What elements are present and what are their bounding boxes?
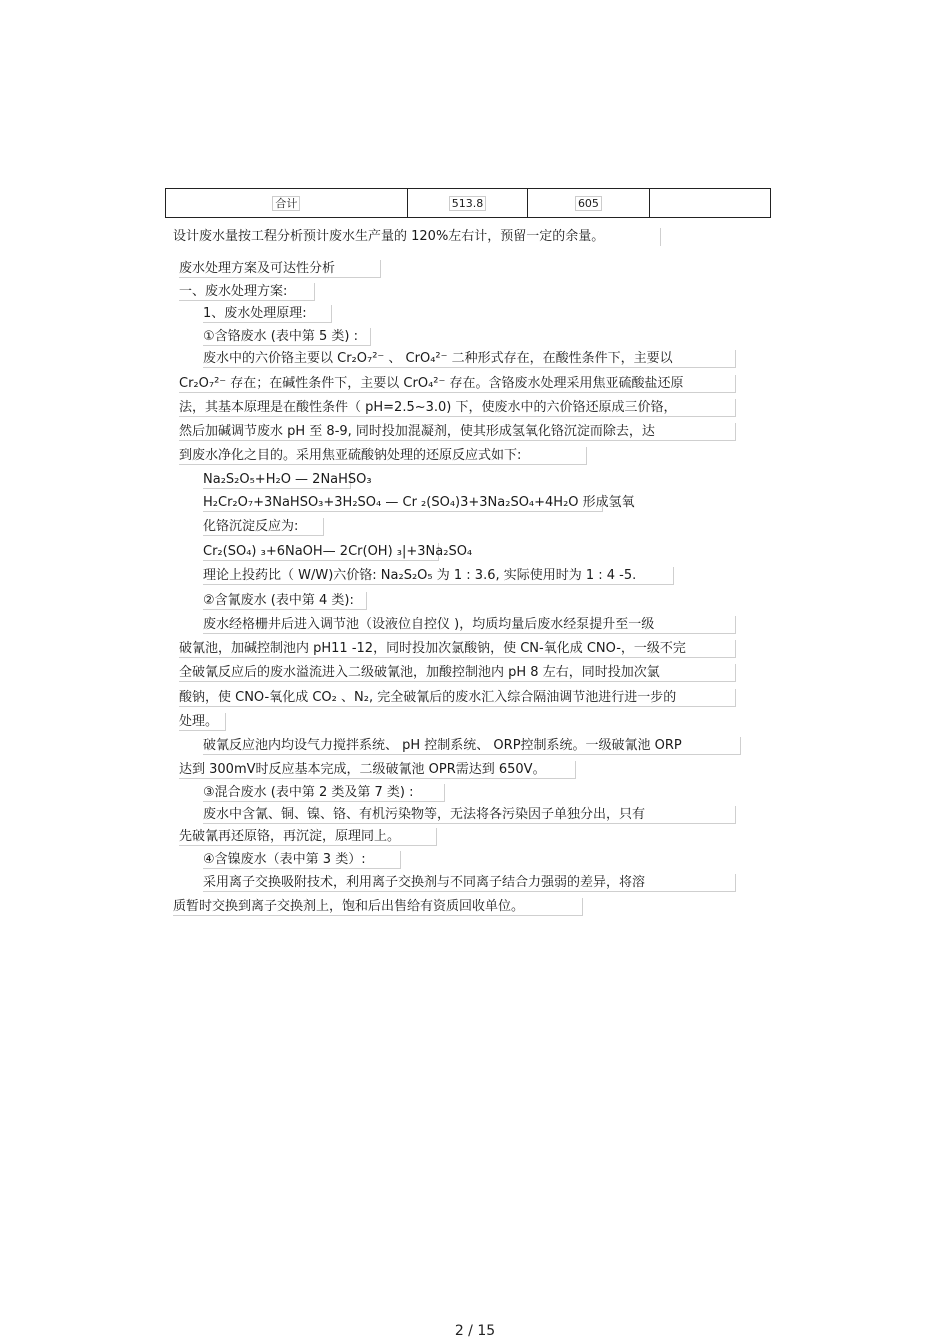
cyanide-heading: ②含氰废水 (表中第 4 类): — [203, 592, 367, 610]
section-heading: 废水处理方案及可达性分析 — [179, 260, 381, 278]
table-cell-value1 — [407, 189, 528, 218]
paragraph-line: 破氰反应池内均设气力搅拌系统、 pH 控制系统、 ORP控制系统。一级破氰池 ORP — [203, 737, 741, 755]
mixed-heading: ③混合废水 (表中第 2 类及第 7 类) : — [203, 784, 445, 802]
value1-text: 513.8 — [449, 196, 487, 211]
table-cell-label — [166, 189, 408, 218]
total-label: 合计 — [272, 196, 300, 211]
paragraph-line: 废水中含氰、铜、镍、铬、有机污染物等，无法将各污染因子单独分出，只有 — [203, 806, 736, 824]
summary-table — [165, 188, 771, 218]
paragraph-line: 废水中的六价铬主要以 Cr₂O₇²⁻ 、 CrO₄²⁻ 二种形式存在，在酸性条件下，主要以 — [203, 350, 736, 368]
dosage-ratio: 理论上投药比（ W/W)六价铬: Na₂S₂O₅ 为 1 : 3.6, 实际使用时为 1 : 4 -5. — [203, 567, 674, 585]
paragraph-line: 先破氰再还原铬，再沉淀，原理同上。 — [179, 828, 437, 846]
paragraph-line: 破氰池，加碱控制池内 pH11 -12，同时投加次氯酸钠，使 CN-氧化成 CNO-，一级不完 — [179, 640, 736, 658]
paragraph-line: Cr₂O₇²⁻ 存在；在碱性条件下，主要以 CrO₄²⁻ 存在。含铬废水处理采用焦亚硫酸盐还原 — [179, 375, 736, 393]
table-row — [166, 189, 771, 218]
paragraph-line: 质暂时交换到离子交换剂上，饱和后出售给有资质回收单位。 — [173, 898, 583, 916]
paragraph-line: 采用离子交换吸附技术，利用离子交换剂与不同离子结合力强弱的差异，将溶 — [203, 874, 736, 892]
equation-1: Na₂S₂O₅+H₂O — 2NaHSO₃ — [203, 472, 372, 487]
paragraph-line: 全破氰反应后的废水溢流进入二级破氰池，加酸控制池内 pH 8 左右，同时投加次氯 — [179, 664, 736, 682]
design-note: 设计废水量按工程分析预计废水生产量的 120%左右计，预留一定的余量。 — [173, 228, 661, 246]
nickel-heading: ④含镍废水（表中第 3 类）: — [203, 851, 401, 869]
table-cell-value3 — [649, 189, 770, 218]
equation-3: Cr₂(SO₄) ₃+6NaOH— 2Cr(OH) ₃|+3Na₂SO₄ — [203, 544, 473, 559]
table-cell-value2 — [528, 189, 649, 218]
paragraph-line: 废水经格栅井后进入调节池（设液位自控仪 )，均质均量后废水经泵提升至一级 — [203, 616, 736, 634]
paragraph-line: 法，其基本原理是在酸性条件（ pH=2.5~3.0) 下，使废水中的六价铬还原成三价铬， — [179, 399, 736, 417]
subsection-heading: 一、废水处理方案: — [179, 283, 315, 301]
paragraph-line: 处理。 — [179, 713, 226, 731]
page-number: 2 / 15 — [454, 1323, 496, 1339]
paragraph-line: 化铬沉淀反应为: — [203, 518, 324, 536]
principle-heading: 1、废水处理原理: — [203, 305, 332, 323]
paragraph-line: 达到 300mV时反应基本完成，二级破氰池 OPR需达到 650V。 — [179, 761, 576, 779]
chromium-heading: ①含铬废水 (表中第 5 类) : — [203, 328, 371, 346]
equation-2: H₂Cr₂O₇+3NaHSO₃+3H₂SO₄ — Cr ₂(SO₄)3+3Na₂SO₄+4H₂O 形成氢氧 — [203, 495, 635, 510]
paragraph-line: 酸钠，使 CNO-氧化成 CO₂ 、N₂, 完全破氰后的废水汇入综合隔油调节池进行进一步的 — [179, 689, 736, 707]
paragraph-line: 到废水净化之目的。采用焦亚硫酸钠处理的还原反应式如下: — [179, 447, 587, 465]
paragraph-line: 然后加碱调节废水 pH 至 8-9, 同时投加混凝剂，使其形成氢氧化铬沉淀而除去，达 — [179, 423, 736, 441]
value2-text: 605 — [575, 196, 602, 211]
